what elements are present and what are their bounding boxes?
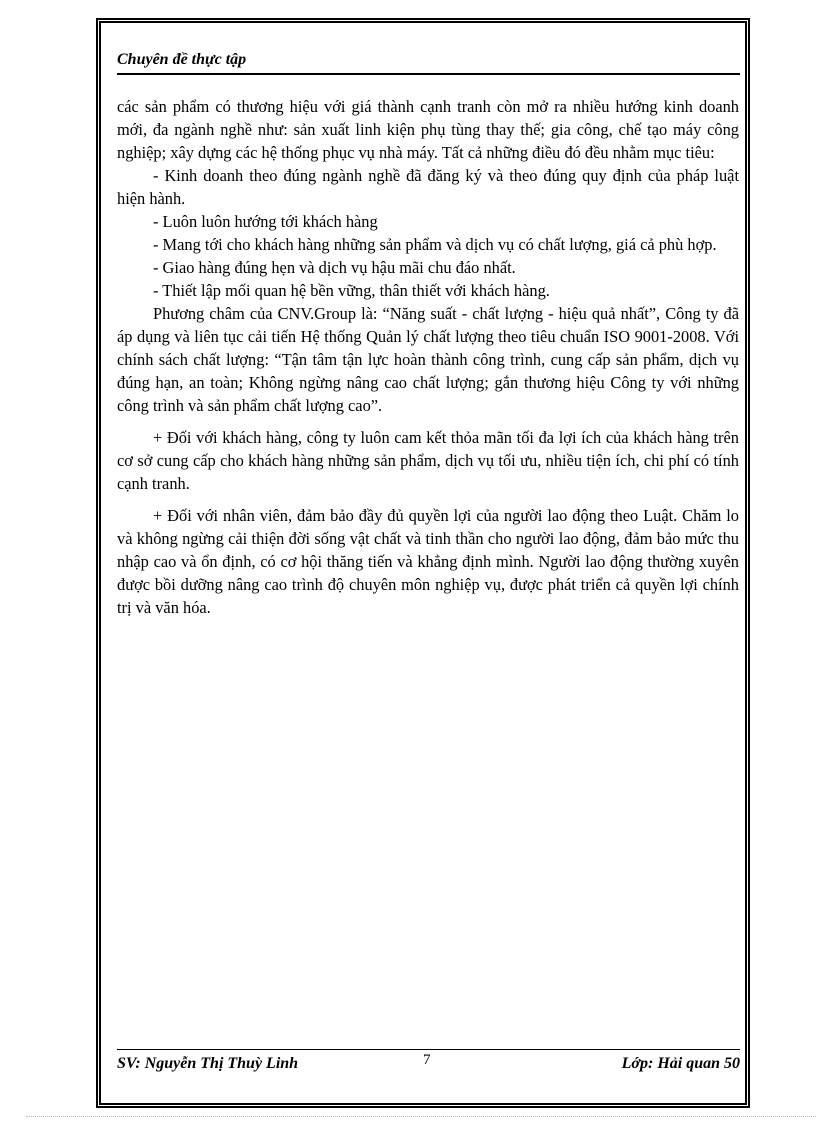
- paragraph-goal-5: - Thiết lập mối quan hệ bền vững, thân thiết với khách hàng.: [153, 281, 550, 300]
- footer-class: Lớp: Hải quan 50: [621, 1055, 740, 1072]
- paragraph-goal-1: - Kinh doanh theo đúng ngành nghề đã đăng ký và theo đúng quy định của pháp luật hiện hành.: [117, 166, 739, 208]
- paragraph-employees: + Đối với nhân viên, đảm bảo đầy đủ quyền lợi của người lao động theo Luật. Chăm lo và không ngừng cải thiện đời sống vật chất và tinh thần cho người lao động, đảm bảo mức thu nhập cao và ổn định, có cơ hội thăng tiến và khẳng định mình. Người lao động thường xuyên được bồi dưỡng nâng cao trình độ chuyên môn nghiệp vụ, được phát triển cả quyền lợi chính trị và văn hóa.: [117, 506, 739, 617]
- document-body: [117, 95, 739, 619]
- paragraph-goal-4: - Giao hàng đúng hẹn và dịch vụ hậu mãi chu đáo nhất.: [153, 258, 516, 277]
- paragraph-continuation: các sản phẩm có thương hiệu với giá thành cạnh tranh còn mở ra nhiều hướng kinh doanh mới, đa ngành nghề như: sản xuất linh kiện phụ tùng thay thế; gia công, chế tạo máy công nghiệp; xây dựng các hệ thống phục vụ nhà máy. Tất cả những điều đó đều nhằm mục tiêu:: [117, 97, 739, 162]
- footer-student-name: SV: Nguyễn Thị Thuỳ Linh: [117, 1055, 299, 1072]
- footer-page-number: 7: [423, 1052, 431, 1068]
- header-title: Chuyên đề thực tập: [117, 51, 247, 68]
- paragraph-customers: + Đối với khách hàng, công ty luôn cam kết thỏa mãn tối đa lợi ích của khách hàng trên cơ sở cung cấp cho khách hàng những sản phẩm, dịch vụ tối ưu, nhiều tiện ích, chi phí có tính cạnh tranh.: [117, 428, 739, 493]
- page-footer: [117, 1049, 740, 1076]
- page-header: [117, 47, 740, 75]
- paragraph-goal-2: - Luôn luôn hướng tới khách hàng: [153, 212, 378, 231]
- page-bottom-divider: [26, 1116, 816, 1117]
- paragraph-goal-3: - Mang tới cho khách hàng những sản phẩm và dịch vụ có chất lượng, giá cả phù hợp.: [153, 235, 717, 254]
- paragraph-motto: Phương châm của CNV.Group là: “Năng suất - chất lượng - hiệu quả nhất”, Công ty đã áp dụng và liên tục cải tiến Hệ thống Quản lý chất lượng theo tiêu chuẩn ISO 9001-2008. Với chính sách chất lượng: “Tận tâm tận lực hoàn thành công trình, cung cấp sản phẩm, dịch vụ đúng hạn, an toàn; Không ngừng nâng cao chất lượng; gắn thương hiệu Công ty với những công trình và sản phẩm chất lượng cao”.: [117, 304, 739, 415]
